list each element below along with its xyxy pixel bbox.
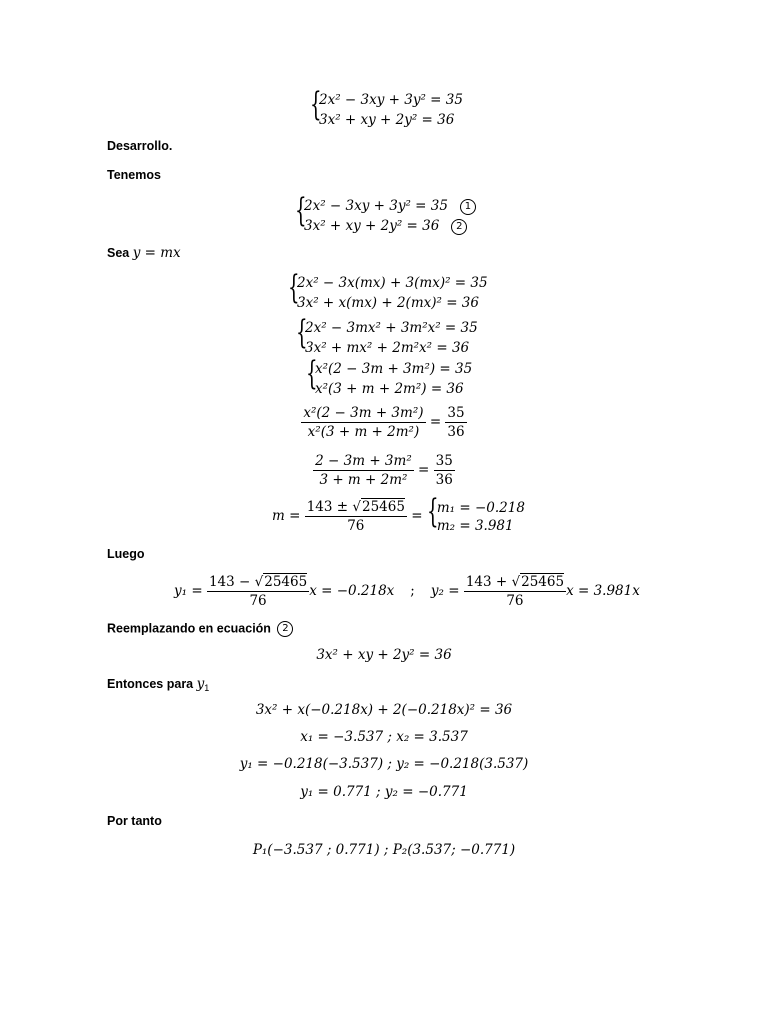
ratio-fraction	[313, 452, 414, 489]
numerator: 2 − 3m + 3m²	[315, 453, 412, 469]
m-lhs: m =	[272, 508, 301, 524]
system-brace: {	[288, 267, 300, 306]
variable-subscript: 1	[204, 683, 210, 693]
heading-entonces	[107, 676, 209, 693]
solution-points: P₁(−3.537 ; 0.771) ; P₂(3.537; −0.771)	[252, 842, 516, 858]
radicand: 25465	[521, 574, 565, 590]
y-substitution: y₁ = −0.218(−3.537) ; y₂ = −0.218(3.537)	[239, 756, 529, 772]
y1-rhs: x = −0.218x	[309, 583, 395, 599]
heading-tenemos: Tenemos	[107, 168, 161, 182]
substituted-system	[288, 267, 488, 313]
numerator: x²(2 − 3m + 3m²)	[303, 405, 424, 421]
heading-sea	[107, 245, 181, 261]
numerator-prefix: 143 ±	[306, 499, 349, 515]
denominator: 36	[447, 424, 465, 440]
y2-lhs: y₂ =	[430, 583, 460, 599]
variable-y: y	[196, 676, 205, 692]
y1-fraction: $\frac{143 - √25465}{76}$	[208, 574, 308, 609]
y2-fraction: $\frac{143 + √25465}{76}$	[465, 574, 565, 609]
m2-value: m₂ = 3.981	[436, 517, 514, 534]
system-brace: {	[426, 490, 439, 530]
radicand: 25465	[361, 499, 405, 515]
initial-system	[310, 84, 463, 130]
circled-1-mark: 1	[460, 199, 476, 215]
denominator: 76	[249, 593, 267, 609]
circled-2-mark: 2	[451, 219, 467, 235]
radicand: 25465	[264, 574, 308, 590]
equation-2-restated: 3x² + xy + 2y² = 36	[316, 647, 452, 663]
numerator-prefix: 143 +	[465, 574, 508, 590]
y-values: y₁ = 0.771 ; y₂ = −0.771	[300, 784, 468, 800]
substituted-equation: 3x² + x(−0.218x) + 2(−0.218x)² = 36	[255, 702, 513, 718]
system-brace: {	[295, 190, 307, 229]
equals-sign: =	[418, 462, 430, 478]
equation-1: 2x² − 3xy + 3y² = 35	[304, 198, 448, 214]
entonces-label: Entonces para	[107, 677, 194, 691]
result-fraction	[445, 404, 466, 441]
denominator: x²(3 + m + 2m²)	[307, 424, 420, 440]
numerator: 35	[447, 405, 465, 421]
system-brace: {	[306, 353, 318, 392]
substitution-expression: y = mx	[132, 245, 181, 261]
numbered-system	[295, 190, 476, 236]
equation-2: 3x² + xy + 2y² = 36	[319, 112, 455, 128]
system-brace: {	[310, 84, 322, 123]
heading-desarrollo: Desarrollo.	[107, 139, 173, 153]
y2-rhs: x = 3.981x	[566, 583, 640, 599]
heading-reemplazando	[107, 621, 293, 637]
ratio-equation-2	[0, 452, 768, 489]
factored-system	[306, 353, 473, 399]
heading-portanto: Por tanto	[107, 814, 162, 828]
equation-2: 3x² + mx² + 2m²x² = 36	[305, 340, 470, 356]
expanded-system	[296, 312, 478, 358]
system-brace: {	[296, 312, 308, 351]
equation-1: 2x² − 3xy + 3y² = 35	[319, 92, 463, 108]
denominator: 76	[347, 518, 365, 534]
separator: ;	[410, 583, 415, 599]
denominator: 3 + m + 2m²	[319, 472, 408, 488]
reemplazando-label: Reemplazando en ecuación	[107, 621, 271, 636]
equals-sign: =	[429, 414, 442, 430]
y-solutions	[174, 573, 640, 610]
sea-label: Sea	[107, 246, 130, 260]
denominator: 76	[506, 593, 524, 609]
ratio-equation-1	[0, 404, 768, 441]
x-values: x₁ = −3.537 ; x₂ = 3.537	[300, 729, 468, 745]
equals-sign: =	[411, 508, 423, 524]
heading-luego: Luego	[107, 547, 145, 561]
equation-2: x²(3 + m + 2m²) = 36	[315, 381, 464, 397]
denominator: 36	[435, 472, 453, 488]
m1-value: m₁ = −0.218	[436, 499, 525, 516]
y1-lhs: y₁ =	[174, 583, 203, 599]
equation-2: 3x² + x(mx) + 2(mx)² = 36	[297, 295, 479, 311]
numerator-prefix: 143 −	[208, 574, 251, 590]
circled-2-mark: 2	[277, 621, 293, 637]
equation-1: 2x² − 3x(mx) + 3(mx)² = 35	[297, 275, 488, 291]
ratio-fraction	[301, 404, 425, 441]
m-solution	[272, 490, 525, 535]
numerator: 35	[435, 453, 453, 469]
quadratic-fraction: $\frac{143 \pm √25465}{76}$	[306, 499, 405, 534]
equation-2: 3x² + xy + 2y² = 36	[304, 218, 440, 234]
equation-1: 2x² − 3mx² + 3m²x² = 35	[305, 320, 478, 336]
equation-1: x²(2 − 3m + 3m²) = 35	[315, 361, 473, 377]
result-fraction	[434, 452, 455, 489]
